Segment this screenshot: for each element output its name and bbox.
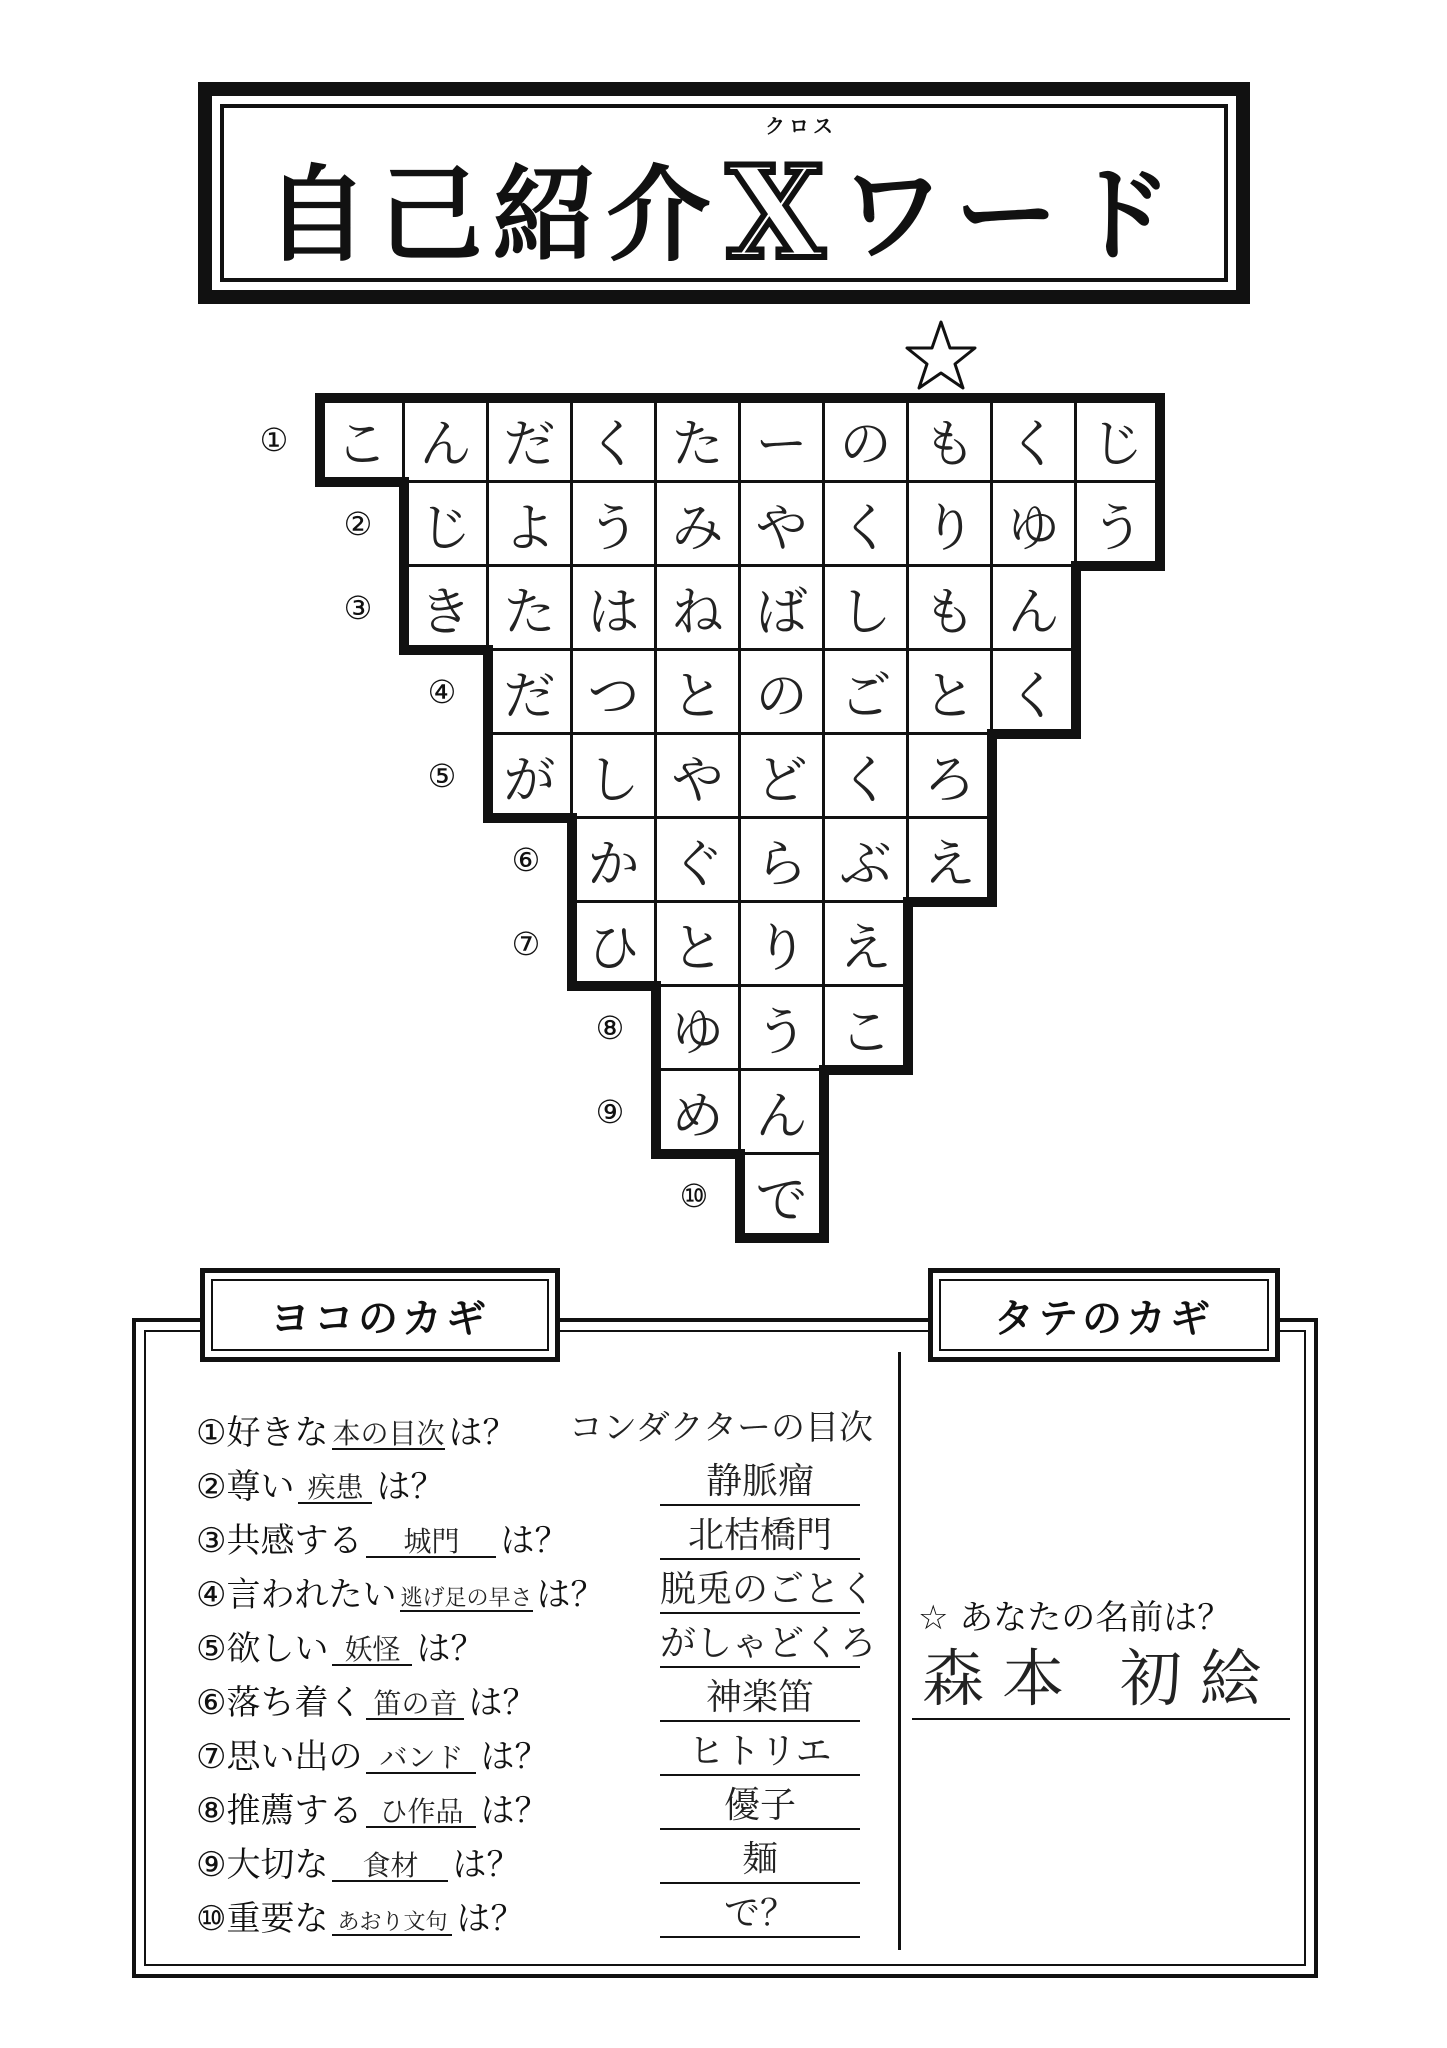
clue-prefix: ⑧推薦する — [196, 1791, 363, 1831]
clue-blank[interactable]: ひ作品 — [366, 1798, 476, 1828]
row-number: ⑥ — [511, 841, 541, 879]
row-number: ⑦ — [511, 925, 541, 963]
grid-cell[interactable]: じ — [1075, 397, 1160, 482]
clue-suffix: は？ — [500, 1521, 569, 1561]
clue-prefix: ④言われたい — [196, 1575, 397, 1615]
grid-cell[interactable]: き — [403, 565, 488, 650]
grid-cell[interactable]: ぐ — [655, 817, 740, 902]
grid-cell[interactable]: く — [571, 397, 656, 482]
title-main-before: 自己紹介 — [264, 154, 721, 276]
grid-cell[interactable]: も — [907, 565, 992, 650]
grid-cell[interactable]: え — [907, 817, 992, 902]
clue-blank[interactable]: 食材 — [332, 1852, 448, 1882]
grid-cell[interactable]: は — [571, 565, 656, 650]
grid-cell[interactable]: ん — [403, 397, 488, 482]
clue-blank[interactable]: 笛の音 — [366, 1690, 464, 1720]
name-question: ☆ あなたの名前は？ — [918, 1598, 1232, 1638]
grid-cell[interactable]: ひ — [571, 901, 656, 986]
grid-cell[interactable]: と — [655, 901, 740, 986]
grid-cell[interactable]: こ — [823, 985, 908, 1070]
grid-cell[interactable]: と — [907, 649, 992, 734]
clue-prefix: ⑨大切な — [196, 1845, 329, 1885]
grid-cell[interactable]: う — [739, 985, 824, 1070]
grid-cell[interactable]: ど — [739, 733, 824, 818]
clue-suffix: は？ — [480, 1791, 549, 1831]
grid-cell[interactable]: た — [487, 565, 572, 650]
clue-answer[interactable]: 麺 — [660, 1838, 860, 1884]
clue-answer[interactable]: ヒトリエ — [660, 1730, 860, 1776]
grid-cell[interactable]: か — [571, 817, 656, 902]
grid-cell[interactable]: ゆ — [991, 481, 1076, 566]
clue-prefix: ⑤欲しい — [196, 1629, 329, 1669]
grid-cell[interactable]: く — [823, 481, 908, 566]
name-answer: 森本 初絵 — [912, 1640, 1290, 1720]
grid-cell[interactable]: も — [907, 397, 992, 482]
row-number: ① — [259, 421, 289, 459]
clue-prefix: ⑦思い出の — [196, 1737, 363, 1777]
grid-cell[interactable]: た — [655, 397, 740, 482]
grid-cell[interactable]: の — [823, 397, 908, 482]
clue-suffix: は？ — [468, 1683, 537, 1723]
clue-row — [196, 1560, 605, 1615]
grid-cell[interactable]: し — [823, 565, 908, 650]
clue-row — [196, 1722, 549, 1777]
across-header — [200, 1268, 560, 1362]
grid-cell[interactable]: ん — [739, 1069, 824, 1154]
grid-cell[interactable]: の — [739, 649, 824, 734]
clue-prefix: ⑩重要な — [196, 1899, 329, 1939]
clue-suffix: は？ — [480, 1737, 549, 1777]
clue-answer[interactable]: 優子 — [660, 1784, 860, 1830]
clue-row — [196, 1776, 549, 1831]
grid-cell[interactable]: つ — [571, 649, 656, 734]
grid-cell[interactable]: く — [823, 733, 908, 818]
grid-cell[interactable]: ら — [739, 817, 824, 902]
clue-suffix: は？ — [416, 1629, 485, 1669]
grid-cell[interactable]: こ — [319, 397, 404, 482]
grid-cell[interactable]: で — [739, 1153, 824, 1238]
clue-row — [196, 1830, 521, 1885]
clue-suffix: は？ — [376, 1467, 445, 1507]
grid-cell[interactable]: と — [655, 649, 740, 734]
grid-cell[interactable]: や — [739, 481, 824, 566]
clue-prefix: ⑥落ち着く — [196, 1683, 363, 1723]
grid-cell[interactable]: だ — [487, 649, 572, 734]
clue-answer[interactable]: がしゃどくろ — [660, 1622, 860, 1668]
clue-blank[interactable]: 本の目次 — [332, 1417, 445, 1450]
grid-cell[interactable]: ー — [739, 397, 824, 482]
clue-row — [196, 1506, 569, 1561]
grid-cell[interactable]: ば — [739, 565, 824, 650]
title-main-after: ワード — [840, 154, 1183, 276]
row-number: ⑧ — [595, 1009, 625, 1047]
clue-row — [196, 1668, 537, 1723]
row-number: ④ — [427, 673, 457, 711]
clue-blank[interactable]: 逃げ足の早さ — [400, 1586, 533, 1611]
clue-row — [196, 1452, 445, 1507]
grid-cell[interactable]: う — [571, 481, 656, 566]
row-number: ③ — [343, 589, 373, 627]
clue-row — [196, 1884, 525, 1939]
cross-x-glyph: X — [726, 139, 835, 287]
clue-answer[interactable]: 神楽笛 — [660, 1676, 860, 1722]
down-header — [928, 1268, 1280, 1362]
grid-cell[interactable]: ろ — [907, 733, 992, 818]
clue-answer[interactable]: 脱兎のごとく — [660, 1568, 860, 1614]
grid-cell[interactable]: し — [571, 733, 656, 818]
page-title — [0, 139, 1447, 287]
clue-answer[interactable]: 北桔橋門 — [660, 1514, 860, 1560]
clue-row — [196, 1614, 485, 1669]
grid-cell[interactable]: が — [487, 733, 572, 818]
grid-cell[interactable]: や — [655, 733, 740, 818]
clue-prefix: ①好きな — [196, 1413, 329, 1453]
clue-row — [196, 1398, 517, 1453]
title-ruby: クロス — [765, 114, 837, 138]
grid-cell[interactable]: く — [991, 397, 1076, 482]
clue-blank[interactable]: あおり文句 — [332, 1912, 452, 1936]
clue-answer[interactable]: で？ — [660, 1892, 860, 1938]
grid-cell[interactable]: め — [655, 1069, 740, 1154]
grid-cell[interactable]: り — [907, 481, 992, 566]
grid-cell[interactable]: う — [1075, 481, 1160, 566]
row-number: ② — [343, 505, 373, 543]
grid-cell[interactable]: よ — [487, 481, 572, 566]
grid-cell[interactable]: ご — [823, 649, 908, 734]
grid-cell[interactable]: ゆ — [655, 985, 740, 1070]
grid-cell[interactable]: ぶ — [823, 817, 908, 902]
grid-cell[interactable]: く — [991, 649, 1076, 734]
clue-blank[interactable]: 疾患 — [298, 1474, 372, 1504]
clue-suffix: は？ — [536, 1575, 605, 1615]
row-number: ⑨ — [595, 1093, 625, 1131]
grid-cell[interactable]: じ — [403, 481, 488, 566]
row-number: ⑩ — [679, 1177, 709, 1215]
grid-cell[interactable]: ね — [655, 565, 740, 650]
grid-cell[interactable]: だ — [487, 397, 572, 482]
grid-cell[interactable]: り — [739, 901, 824, 986]
clue-blank[interactable]: 妖怪 — [332, 1636, 412, 1666]
row-number: ⑤ — [427, 757, 457, 795]
clue-suffix: は？ — [456, 1899, 525, 1939]
clue-answer[interactable]: 静脈瘤 — [660, 1460, 860, 1506]
grid-cell[interactable]: み — [655, 481, 740, 566]
star-icon — [905, 318, 977, 390]
across-header-label: ヨコのカギ — [211, 1279, 549, 1351]
clue-suffix: は？ — [448, 1413, 517, 1453]
clue-blank[interactable]: 城門 — [366, 1528, 496, 1558]
grid-cell[interactable]: ん — [991, 565, 1076, 650]
clue-prefix: ②尊い — [196, 1467, 295, 1507]
clue-suffix: は？ — [452, 1845, 521, 1885]
panel-divider — [898, 1352, 901, 1950]
grid-cell[interactable]: え — [823, 901, 908, 986]
down-header-label: タテのカギ — [939, 1279, 1269, 1351]
clue-blank[interactable]: バンド — [366, 1744, 476, 1774]
clue-answer[interactable]: コンダクターの目次 — [569, 1408, 873, 1448]
clue-prefix: ③共感する — [196, 1521, 363, 1561]
